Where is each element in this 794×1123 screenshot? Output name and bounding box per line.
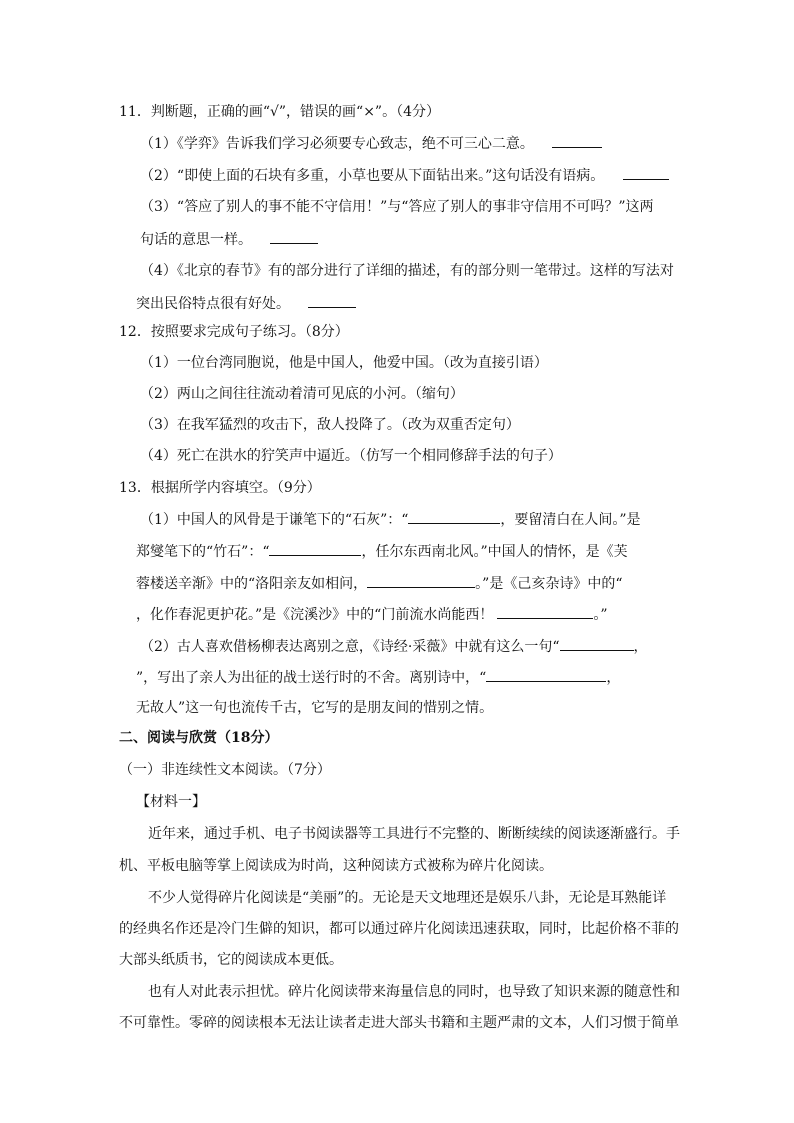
q11-item-4b: [136, 293, 356, 314]
q13-line-6: [136, 667, 620, 688]
q13-blank-4[interactable]: [497, 604, 593, 619]
section-2-title: 二、阅读与欣赏（18分）: [119, 730, 279, 746]
q13-line-6-text-b: ，: [606, 670, 621, 686]
q11-item-1: [140, 133, 602, 154]
paragraph-2-line-3: 大部头纸质书，它的阅读成本更低。: [119, 952, 343, 968]
paragraph-1-line-2: 机、平板电脑等掌上阅读成为时尚，这种阅读方式被称为碎片化阅读。: [119, 858, 553, 874]
q13-line-5-text-a: （2）古人喜欢借杨柳表达离别之意，《诗经·采薇》中就有这么一句“: [140, 639, 560, 655]
q11-item-1-text: （1）《学弈》告诉我们学习必须要专心致志，绝不可三心二意。: [140, 136, 534, 152]
paragraph-3-line-1: 也有人对此表示担忧。碎片化阅读带来海量信息的同时，也导致了知识来源的随意性和: [148, 984, 680, 1000]
q13-line-5: [140, 636, 648, 657]
material-1-heading: 【材料一】: [136, 794, 206, 810]
q13-line-2-text-a: 郑燮笔下的“竹石”：“: [136, 544, 270, 560]
q13-blank-5[interactable]: [560, 636, 634, 651]
paragraph-2-line-1: 不少人觉得碎片化阅读是“美丽”的。无论是天文地理还是娱乐八卦，无论是耳熟能详: [148, 890, 667, 906]
q13-blank-3[interactable]: [367, 573, 475, 588]
q12-item-2: （2）两山之间往往流动着清可见底的小河。（缩句）: [140, 386, 464, 402]
section-2-subtitle: （一）非连续性文本阅读。（7分）: [119, 762, 331, 778]
q13-line-2: [136, 541, 628, 562]
q11-item-2-text: （2）“即使上面的石块有多重，小草也要从下面钻出来。”这句话没有语病。: [140, 168, 605, 184]
paragraph-1-line-1: 近年来，通过手机、电子书阅读器等工具进行不完整的、断断续续的阅读逐渐盛行。手: [148, 826, 680, 842]
q12-title: 12．按照要求完成句子练习。（8分）: [119, 324, 349, 340]
q13-line-4-text-b: 。”: [593, 607, 608, 623]
q12-item-3: （3）在我军猛烈的攻击下，敌人投降了。（改为双重否定句）: [140, 417, 520, 433]
q12-item-4: （4）死亡在洪水的狞笑声中逼近。（仿写一个相同修辞手法的句子）: [140, 448, 562, 464]
q11-answer-blank-1[interactable]: [552, 133, 602, 148]
q13-line-1: [140, 509, 641, 530]
q11-item-3b: [140, 229, 318, 250]
q11-answer-blank-4[interactable]: [308, 293, 356, 308]
q13-line-3: [136, 573, 622, 594]
q11-item-3a: （3）“答应了别人的事不能不守信用！”与“答应了别人的事非守信用不可吗？”这两: [140, 199, 654, 215]
q13-line-4-text-a: ，化作春泥更护花。”是《浣溪沙》中的“门前流水尚能西！: [136, 607, 494, 623]
q13-title: 13．根据所学内容填空。（9分）: [119, 480, 321, 496]
q11-item-2: [140, 165, 669, 186]
q13-line-7: 无故人”这一句也流传千古，它写的是朋友间的惜别之情。: [136, 700, 494, 716]
q13-line-4: [136, 604, 608, 625]
q11-item-3b-text: 句话的意思一样。: [140, 232, 252, 248]
q11-answer-blank-3[interactable]: [270, 229, 318, 244]
q13-line-2-text-b: ，任尔东西南北风。”中国人的情怀，是《芙: [361, 544, 628, 560]
q13-blank-1[interactable]: [408, 509, 500, 524]
q13-line-3-text-a: 蓉楼送辛渐》中的“洛阳亲友如相问，: [136, 576, 368, 592]
q13-line-1-text-a: （1）中国人的风骨是于谦笔下的“石灰”：“: [140, 512, 409, 528]
q11-item-4a: （4）《北京的春节》有的部分进行了详细的描述，有的部分则一笔带过。这样的写法对: [140, 263, 674, 279]
paragraph-2-line-2: 的经典名作还是冷门生僻的知识，都可以通过碎片化阅读迅速获取，同时，比起价格不菲的: [119, 921, 679, 937]
q11-title: 11．判断题，正确的画“√”，错误的画“×”。（4分）: [119, 104, 441, 120]
q13-line-6-text-a: ”，写出了亲人为出征的战士送行时的不舍。离别诗中，“: [136, 670, 487, 686]
q13-line-3-text-b: 。”是《己亥杂诗》中的“: [475, 576, 623, 592]
q12-item-1: （1）一位台湾同胞说，他是中国人，他爱中国。（改为直接引语）: [140, 355, 548, 371]
q13-line-1-text-b: ，要留清白在人间。”是: [500, 512, 641, 528]
q13-line-5-text-b: ，: [633, 639, 648, 655]
q11-answer-blank-2[interactable]: [623, 165, 669, 180]
paragraph-3-line-2: 不可靠性。零碎的阅读根本无法让读者走进大部头书籍和主题严肃的文本，人们习惯于简单: [119, 1015, 679, 1031]
q11-item-4b-text: 突出民俗特点很有好处。: [136, 296, 290, 312]
q13-blank-2[interactable]: [269, 541, 361, 556]
q13-blank-6[interactable]: [486, 667, 606, 682]
